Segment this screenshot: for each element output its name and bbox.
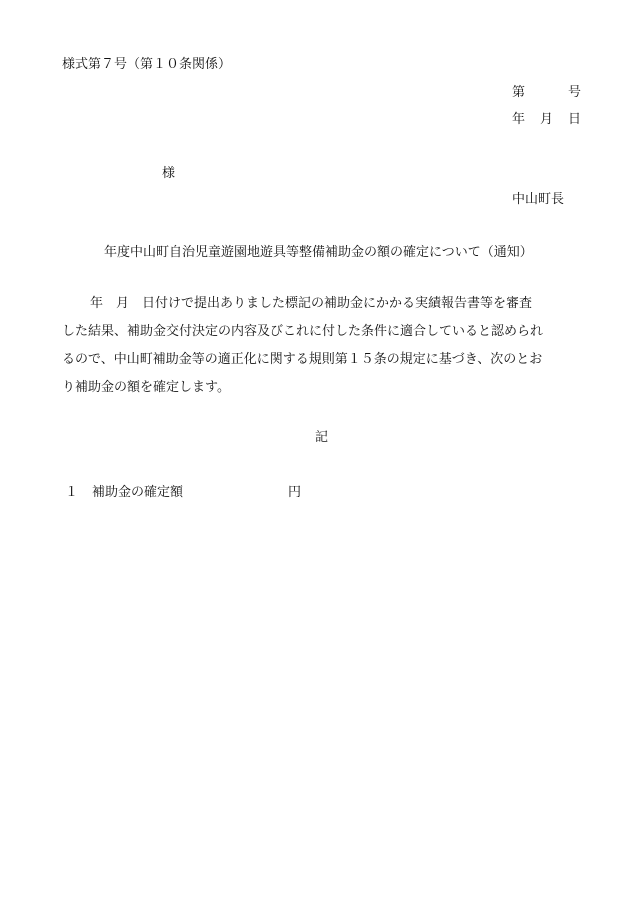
doc-number-suffix: 号 (568, 85, 582, 100)
date-year-label: 年 (512, 112, 526, 127)
body-line: 年 月 日付けで提出ありました標記の補助金にかかる実績報告書等を審査 (90, 296, 533, 311)
sender-name: 中山町長 (512, 192, 565, 207)
body-line: り補助金の額を確定します。 (62, 380, 230, 395)
date-day-label: 日 (568, 112, 582, 127)
item-number: １ (65, 485, 79, 500)
item-label: 補助金の確定額 (92, 485, 184, 500)
body-line: した結果、補助金交付決定の内容及びこれに付した条件に適合していると認められ (62, 324, 544, 339)
body-line: るので、中山町補助金等の適正化に関する規則第１５条の規定に基づき、次のとお (62, 352, 543, 367)
item-unit: 円 (288, 485, 302, 500)
body-paragraph (62, 297, 584, 409)
addressee-honorific: 様 (162, 166, 176, 181)
form-number: 様式第７号（第１０条関係） (62, 57, 232, 72)
date-month-label: 月 (540, 112, 554, 127)
record-heading: 記 (315, 430, 329, 445)
doc-number-label: 第 (512, 85, 526, 100)
document-title: 年度中山町自治児童遊園地遊具等整備補助金の額の確定について（通知） (104, 245, 533, 260)
